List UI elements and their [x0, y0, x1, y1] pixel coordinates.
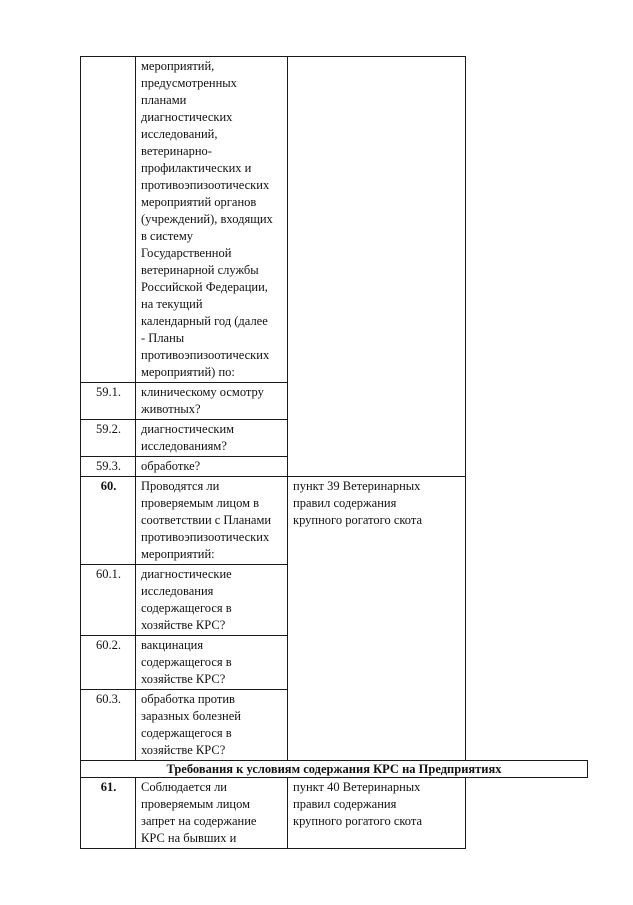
table-row [81, 57, 588, 383]
section-heading: Требования к условиям содержания КРС на Предприятиях [81, 761, 588, 778]
item-number [81, 57, 136, 383]
item-number: 60.2. [81, 636, 136, 690]
section-row [81, 761, 588, 778]
reference-text: пункт 40 Ветеринарных правил содержания крупного рогатого скота [288, 778, 466, 849]
question-text: вакцинация содержащегося в хозяйстве КРС? [136, 636, 288, 690]
item-number: 60. [81, 477, 136, 565]
table-row [81, 477, 588, 565]
table-row [81, 778, 588, 849]
question-text: обработке? [136, 457, 288, 477]
question-text: Проводятся ли проверяемым лицом в соответствии с Планами противоэпизоотических мероприятий: [136, 477, 288, 565]
question-text: обработка против заразных болезней содержащегося в хозяйстве КРС? [136, 690, 288, 761]
question-text: диагностические исследования содержащегося в хозяйстве КРС? [136, 565, 288, 636]
question-text: мероприятий, предусмотренных планами диагностических исследований, ветеринарно- профилактических и противоэпизоотических мероприятий органов (учреждений), входящих в систему Государственной ветеринарной службы Российской Федерации, на текущий календарный год (далее - Планы противоэпизоотических мероприятий) по: [136, 57, 288, 383]
item-number: 60.1. [81, 565, 136, 636]
checklist-table [80, 56, 588, 849]
question-text: Соблюдается ли проверяемым лицом запрет на содержание КРС на бывших и [136, 778, 288, 849]
reference-text [288, 57, 466, 477]
question-text: клиническому осмотру животных? [136, 383, 288, 420]
item-number: 60.3. [81, 690, 136, 761]
question-text: диагностическим исследованиям? [136, 420, 288, 457]
item-number: 61. [81, 778, 136, 849]
item-number: 59.1. [81, 383, 136, 420]
reference-text: пункт 39 Ветеринарных правил содержания крупного рогатого скота [288, 477, 466, 761]
item-number: 59.3. [81, 457, 136, 477]
item-number: 59.2. [81, 420, 136, 457]
